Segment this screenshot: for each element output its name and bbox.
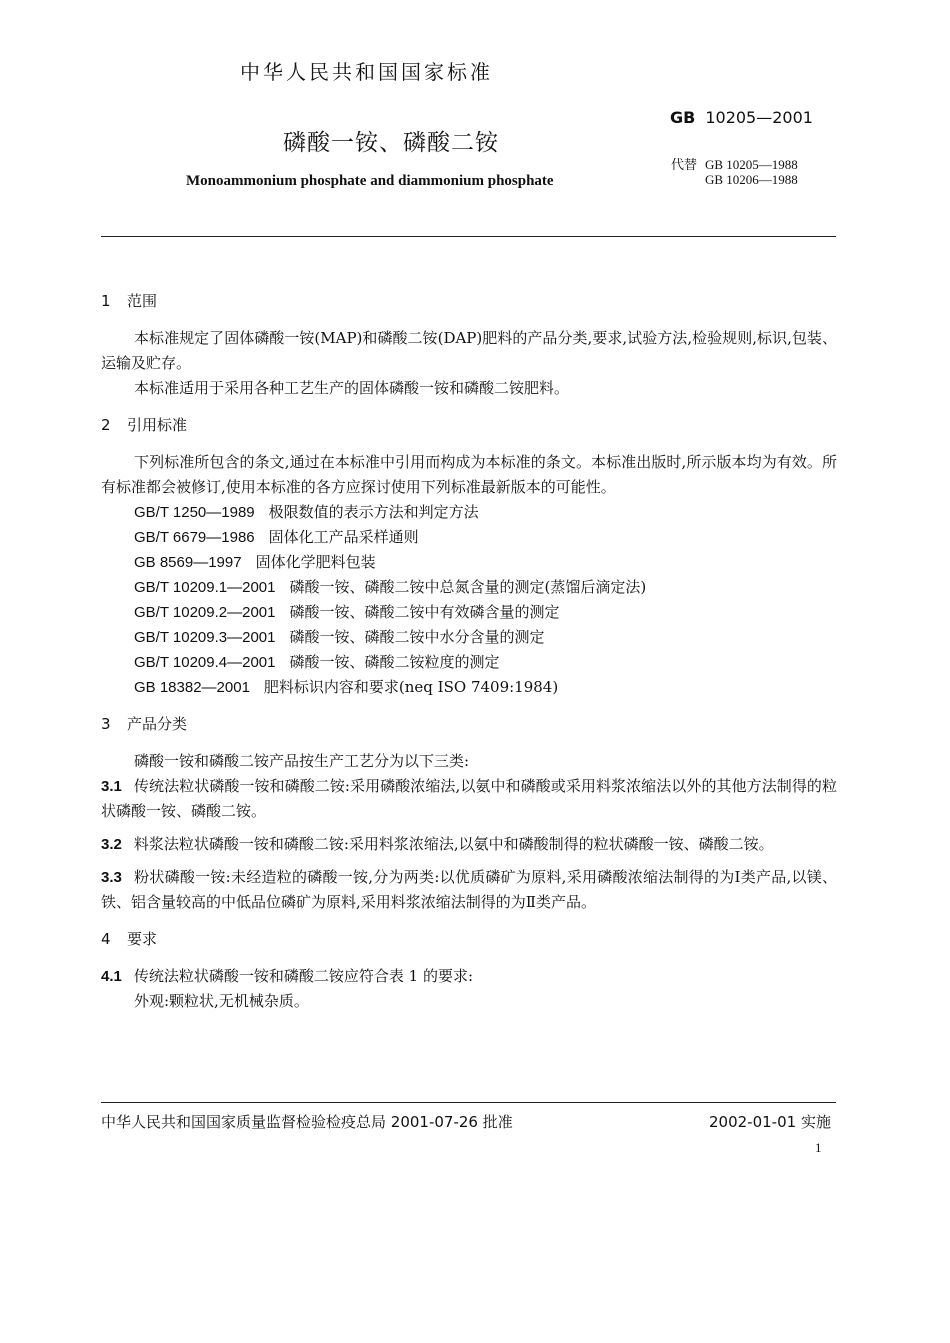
standard-prefix: GB (670, 108, 696, 127)
clause-number: 3.3 (101, 869, 122, 886)
reference-item (101, 650, 837, 675)
replaces-item: GB 10205—1988 (705, 157, 798, 172)
reference-title: 磷酸一铵、磷酸二铵中有效磷含量的测定 (289, 603, 560, 621)
section-heading-requirements (101, 927, 837, 952)
clause-4-1 (101, 964, 837, 989)
reference-title: 固体化工产品采样通则 (268, 528, 419, 546)
document-body (101, 289, 837, 1014)
section-number: 1 (101, 292, 111, 310)
reference-title: 磷酸一铵、磷酸二铵中水分含量的测定 (289, 628, 545, 646)
footer-divider (101, 1102, 836, 1103)
reference-code: GB/T 10209.3—2001 (134, 629, 276, 646)
section-heading-classification (101, 712, 837, 737)
document-title-en: Monoammonium phosphate and diammonium phosphate (186, 173, 554, 189)
reference-title: 肥料标识内容和要求(neq ISO 7409:1984) (263, 678, 559, 696)
section-number: 3 (101, 715, 111, 733)
clause-3-1 (101, 774, 837, 824)
section-number: 4 (101, 930, 111, 948)
clause-number: 4.1 (101, 968, 122, 985)
reference-code: GB 18382—2001 (134, 679, 250, 696)
header-divider (101, 236, 836, 237)
clause-text: 粉状磷酸一铵:未经造粒的磷酸一铵,分为两类:以优质磷矿为原料,采用磷酸浓缩法制得的为Ⅰ类产品,以镁、铁、铝含量较高的中低品位磷矿为原料,采用料浆浓缩法制得的为Ⅱ类产品。 (101, 868, 837, 911)
clause-text: 传统法粒状磷酸一铵和磷酸二铵应符合表 1 的要求: (133, 967, 473, 985)
replaces-label: 代替 (671, 157, 698, 172)
standard-number (670, 108, 813, 127)
approval-line: 中华人民共和国国家质量监督检验检疫总局 2001-07-26 批准 (101, 1113, 513, 1131)
section-title: 引用标准 (127, 416, 188, 434)
section-title: 产品分类 (127, 715, 188, 733)
clause-3-3 (101, 865, 837, 915)
page-number: 1 (815, 1140, 822, 1155)
paragraph: 本标准适用于采用各种工艺生产的固体磷酸一铵和磷酸二铵肥料。 (134, 379, 570, 397)
reference-title: 固体化学肥料包装 (255, 553, 376, 571)
clause-text: 料浆法粒状磷酸一铵和磷酸二铵:采用料浆浓缩法,以氨中和磷酸制得的粒状磷酸一铵、磷酸二铵。 (133, 835, 774, 853)
replaces-block (671, 157, 798, 187)
paragraph: 下列标准所包含的条文,通过在本标准中引用而构成为本标准的条文。本标准出版时,所示版本均为有效。所有标准都会被修订,使用本标准的各方应探讨使用下列标准最新版本的可能性。 (101, 453, 837, 496)
reference-code: GB/T 1250—1989 (134, 504, 255, 521)
reference-item (101, 575, 837, 600)
reference-code: GB/T 10209.1—2001 (134, 579, 276, 596)
section-title: 要求 (127, 930, 158, 948)
reference-item (101, 625, 837, 650)
paragraph: 外观:颗粒状,无机械杂质。 (134, 992, 309, 1010)
reference-item (101, 675, 837, 700)
section-heading-scope (101, 289, 837, 314)
document-title-cn: 磷酸一铵、磷酸二铵 (283, 130, 499, 156)
reference-item (101, 525, 837, 550)
national-standard-title: 中华人民共和国国家标准 (240, 60, 493, 84)
clause-3-2 (101, 832, 837, 857)
section-title: 范围 (127, 292, 158, 310)
reference-item (101, 550, 837, 575)
reference-title: 磷酸一铵、磷酸二铵粒度的测定 (289, 653, 500, 671)
clause-number: 3.1 (101, 778, 122, 795)
section-heading-references (101, 413, 837, 438)
reference-item (101, 600, 837, 625)
replaces-item: GB 10206—1988 (705, 172, 798, 187)
reference-code: GB/T 10209.2—2001 (134, 604, 276, 621)
reference-code: GB/T 6679—1986 (134, 529, 255, 546)
standard-number-value: 10205—2001 (705, 108, 813, 127)
clause-number: 3.2 (101, 836, 122, 853)
reference-code: GB 8569—1997 (134, 554, 242, 571)
paragraph: 磷酸一铵和磷酸二铵产品按生产工艺分为以下三类: (134, 752, 470, 770)
clause-text: 传统法粒状磷酸一铵和磷酸二铵:采用磷酸浓缩法,以氨中和磷酸或采用料浆浓缩法以外的其他方法制得的粒状磷酸一铵、磷酸二铵。 (101, 777, 837, 820)
reference-code: GB/T 10209.4—2001 (134, 654, 276, 671)
effective-date: 2002-01-01 实施 (709, 1113, 831, 1131)
section-number: 2 (101, 416, 111, 434)
reference-title: 极限数值的表示方法和判定方法 (268, 503, 479, 521)
reference-item (101, 500, 837, 525)
reference-title: 磷酸一铵、磷酸二铵中总氮含量的测定(蒸馏后滴定法) (289, 578, 647, 596)
paragraph: 本标准规定了固体磷酸一铵(MAP)和磷酸二铵(DAP)肥料的产品分类,要求,试验方法,检验规则,标识,包装、运输及贮存。 (101, 329, 837, 372)
